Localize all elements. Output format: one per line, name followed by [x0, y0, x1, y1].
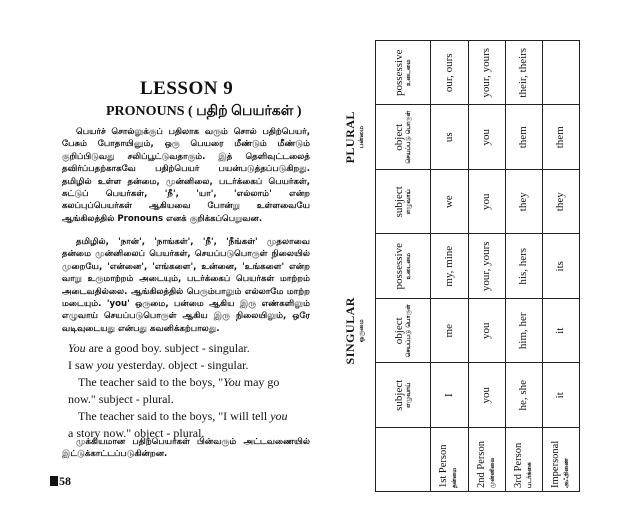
header-en: object — [393, 123, 406, 151]
table-cell: them — [505, 105, 542, 170]
row-label — [468, 428, 505, 492]
row-label-en: 3rd Person — [512, 442, 524, 488]
example-4-cont: a story now." object - plural. — [68, 426, 205, 440]
example-3-cont: now." subject - plural. — [68, 392, 174, 406]
header-ta: செயப்படு பொருள் — [405, 304, 413, 358]
header-cell — [376, 363, 431, 428]
table-cell: it — [542, 363, 579, 428]
header-cell — [376, 41, 431, 106]
example-1-text: are a good boy. subject - singular. — [85, 341, 250, 355]
example-1 — [68, 340, 316, 357]
lesson-title: LESSON 9 — [140, 78, 234, 99]
header-ta: செயப்படு பொருள் — [405, 110, 413, 164]
table-header-row — [376, 41, 431, 492]
example-3 — [68, 374, 316, 391]
table-cell: you — [468, 363, 505, 428]
example-3-em: You — [223, 375, 241, 389]
header-cell — [376, 234, 431, 299]
table-cell: their, theirs — [505, 41, 542, 106]
table-cell: we — [431, 170, 468, 235]
explanation-paragraph: தமிழில், 'நான்', 'நாங்கள்', 'நீ', 'நீங்கள்' முதலாவை தன்மை முன்னிலைப் பெயர்கள், செயப்படுபொருள் நிலையில் முறையே, 'என்னை', 'எங்களை', உன்னை, 'உங்களை' என்ற வாறு உருமாற்றம் அடையும், படர்க்கைப் பெயர்கள் மாற்றம் அடைவதில்லை. ஆங்கிலத்தில் பெரும்பாலும் எல்லாமே மாற்ற மடையும். 'you' ஒருமை, பன்மை ஆகிய இரு எண்களிலும் எழுவாய் செயப்படுபொருள் ஆகிய இரு நிலையிலும், ஒரே வடிவுடையது என்பது கவனிக்கற்பாலது. — [62, 237, 310, 334]
section-title: PRONOUNS ( பதிற் பெயர்கள் ) — [106, 104, 302, 119]
table-cell: you — [468, 105, 505, 170]
page-number-text: 58 — [59, 474, 71, 488]
table-cell: his, hers — [505, 234, 542, 299]
corner-cell — [338, 428, 376, 492]
table-row — [542, 41, 579, 492]
table-intro-paragraph: முக்கியமான பதிற்பெயர்கள் பின்வரும் அட்டவணையில் இட்டுக்காட்டப்படுகின்றன. — [62, 437, 310, 460]
intro-paragraph: பெயர்ச் சொல்லுக்குப் பதிலாக வரும் சொல் பதிற்பெயர், பேசும் போதாயினும், ஒரு பெயரை மீண்டும் மீண்டும் குறிப்பிடுவது சலிப்பூட்டுவதாகும். இத் தெளிவுட்டலைத் தவிர்ப்பதற்காகவே பதிற்பெயர் பயன்படுத்தப்படுகிறது. தமிழில் உள்ள தன்மை, முன்னிலை, படர்க்கைப் பெயர்கள், சுட்டுப் பெயர்கள், 'நீ', 'யா', 'எல்லாம்' என்ற கலப்புப்பெயர்கள் ஆகியவை போன்று உள்ளவையே ஆங்கிலத்தில் Pronouns எனக் குறிக்கப்பெறுவன. — [62, 127, 310, 224]
table-cell: they — [505, 170, 542, 235]
example-4-em: you — [270, 409, 288, 423]
page-number-mark — [50, 476, 58, 486]
row-label-en: 2nd Person — [475, 441, 487, 488]
header-en: possessive — [393, 243, 406, 290]
row-label — [542, 428, 579, 492]
table-cell: you — [468, 299, 505, 364]
header-ta: எழுவாய் — [405, 189, 413, 215]
plural-label: PLURAL — [343, 111, 358, 164]
table-cell: your, yours — [468, 41, 505, 106]
table-row — [431, 41, 468, 492]
header-en: possessive — [393, 49, 406, 96]
plural-heading — [338, 41, 376, 235]
row-label-ta: முன்னிலை — [488, 457, 496, 488]
singular-label: SINGULAR — [343, 297, 358, 365]
table-cell: they — [542, 170, 579, 235]
table-cell: your, yours — [468, 234, 505, 299]
header-ta: உடைமை — [405, 59, 413, 86]
table-cell: them — [542, 105, 579, 170]
header-en: object — [393, 317, 406, 345]
singular-tamil: ஒருமை — [357, 319, 366, 343]
row-label-en: 1st Person — [438, 444, 450, 488]
table-cell: me — [431, 299, 468, 364]
table-cell: us — [431, 105, 468, 170]
header-cell — [376, 105, 431, 170]
header-ta: உடைமை — [405, 253, 413, 280]
table-cell: its — [542, 234, 579, 299]
example-sentences — [68, 340, 316, 442]
example-1-em: You — [68, 341, 86, 355]
table-group-row — [338, 41, 376, 492]
pronoun-table — [338, 40, 580, 492]
header-en: subject — [393, 186, 406, 218]
example-4-pre: The teacher said to the boys, "I will tell — [78, 409, 271, 423]
table-row — [505, 41, 542, 492]
header-en: subject — [393, 379, 406, 411]
table-cell: he, she — [505, 363, 542, 428]
table-cell — [542, 41, 579, 106]
example-2-post: yesterday. object - singular. — [114, 358, 249, 372]
table-cell: our, ours — [431, 41, 468, 106]
table-cell: you — [468, 170, 505, 235]
plural-tamil: பன்மை — [357, 125, 366, 149]
header-cell — [376, 170, 431, 235]
example-3-post: may go — [240, 375, 280, 389]
example-2-em: you — [96, 358, 114, 372]
row-label — [431, 428, 468, 492]
pronoun-table-rotated — [338, 40, 580, 492]
row-label-ta: தன்மை — [451, 467, 459, 488]
table-cell: him, her — [505, 299, 542, 364]
example-2-pre: I saw — [68, 358, 97, 372]
header-blank — [376, 428, 431, 492]
row-label-ta: படர்க்கை — [525, 462, 533, 488]
table-cell: it — [542, 299, 579, 364]
example-2 — [68, 357, 316, 374]
table-cell: I — [431, 363, 468, 428]
example-3-pre: The teacher said to the boys, " — [78, 375, 224, 389]
row-label — [505, 428, 542, 492]
row-label-ta: அஃறிணை — [562, 458, 570, 488]
example-4 — [68, 408, 316, 425]
header-ta: எழுவாய் — [405, 382, 413, 408]
table-row — [468, 41, 505, 492]
table-cell: my, mine — [431, 234, 468, 299]
row-label-en: Impersonal — [549, 440, 561, 488]
pronoun-table-area — [338, 40, 580, 492]
singular-heading — [338, 234, 376, 428]
page-number — [50, 474, 71, 489]
header-cell — [376, 299, 431, 364]
